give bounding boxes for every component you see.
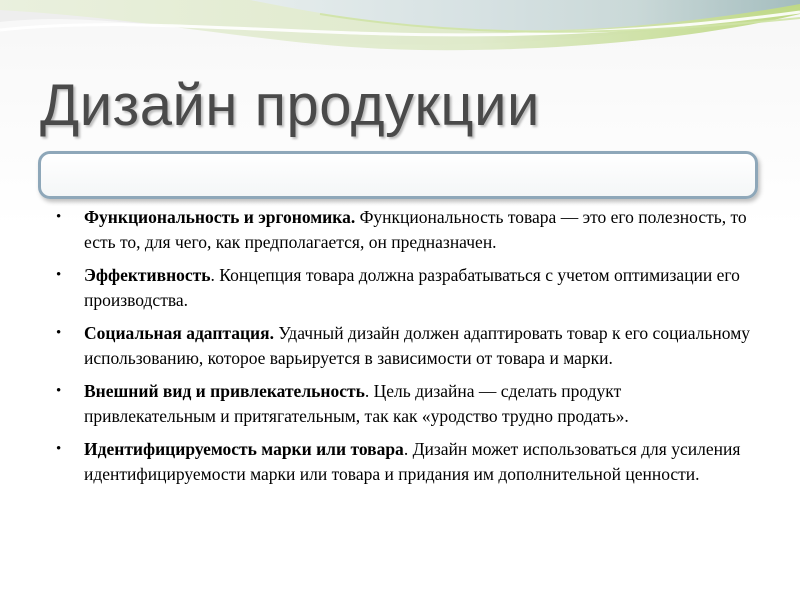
bullet-dot-icon: • — [56, 383, 62, 399]
bullet-dot-icon: • — [56, 441, 62, 457]
bullet-list — [54, 205, 754, 495]
wave-decoration — [0, 0, 800, 80]
list-item — [54, 263, 754, 313]
item-text: Функциональность товара — это его полезность, то есть то, для чего, как предполагается, он предназначен. — [84, 207, 747, 252]
item-text: . Дизайн может использоваться для усиления идентифицируемости марки или товара и придания им дополнительной ценности. — [84, 439, 741, 484]
bullet-dot-icon: • — [56, 267, 62, 283]
title-banner — [38, 151, 758, 199]
item-text: Удачный дизайн должен адаптировать товар к его социальному использованию, которое варьируется в зависимости от товара и марки. — [84, 323, 751, 368]
item-text: . Цель дизайна — сделать продукт привлекательным и притягательным, так как «уродство трудно продать». — [84, 381, 629, 426]
list-item — [54, 379, 754, 429]
item-term: Эффективность — [84, 265, 211, 285]
bullet-dot-icon: • — [56, 209, 62, 225]
list-item — [54, 437, 754, 487]
slide-title: Дизайн продукции — [40, 73, 540, 138]
item-term: Социальная адаптация. — [84, 323, 274, 343]
list-item — [54, 321, 754, 371]
item-term: Идентифицируемость марки или товара — [84, 439, 404, 459]
list-item — [54, 205, 754, 255]
item-text: . Концепция товара должна разрабатываться с учетом оптимизации его производства. — [84, 265, 740, 310]
item-term: Внешний вид и привлекательность — [84, 381, 365, 401]
bullet-dot-icon: • — [56, 325, 62, 341]
item-term: Функциональность и эргономика. — [84, 207, 356, 227]
